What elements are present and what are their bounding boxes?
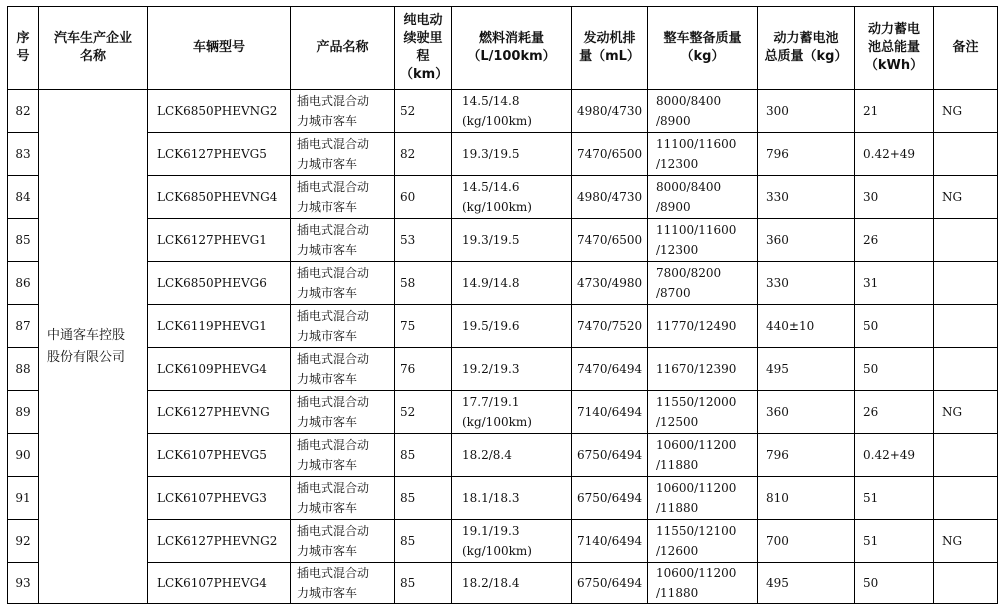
cell-battery-mass-text: 796: [766, 448, 789, 462]
cell-no: [8, 391, 39, 434]
cell-range-text: 60: [400, 190, 416, 204]
cell-displacement-text: 7470/6500: [577, 233, 643, 247]
header-company: 汽车生产企业 名称: [39, 7, 148, 90]
cell-product: [291, 262, 395, 305]
cell-battery-energy: [855, 434, 934, 477]
cell-displacement: [572, 305, 648, 348]
cell-fuel-text: 14.5/14.8 (kg/100km): [462, 94, 532, 128]
cell-range-text: 85: [400, 448, 416, 462]
cell-displacement-text: 7470/6494: [577, 362, 643, 376]
cell-model-text: LCK6127PHEVNG2: [157, 534, 278, 548]
cell-mass-text: 11100/11600 /12300: [656, 137, 737, 171]
cell-no: [8, 477, 39, 520]
cell-battery-energy: [855, 477, 934, 520]
cell-battery-energy-text: 0.42+49: [863, 147, 916, 161]
header-row: [8, 7, 998, 90]
cell-range-text: 52: [400, 104, 416, 118]
cell-note-text: NG: [942, 190, 963, 204]
table-row: [8, 520, 998, 563]
cell-model: [148, 262, 291, 305]
cell-mass-text: 11670/12390: [656, 362, 737, 376]
cell-fuel: [452, 434, 572, 477]
cell-no-text: 84: [15, 190, 31, 204]
cell-battery-mass: [758, 520, 855, 563]
cell-fuel: [452, 176, 572, 219]
cell-no: [8, 563, 39, 604]
cell-battery-mass-text: 360: [766, 233, 789, 247]
cell-displacement: [572, 133, 648, 176]
cell-no-text: 90: [15, 448, 31, 462]
cell-model: [148, 391, 291, 434]
cell-range-text: 75: [400, 319, 416, 333]
cell-battery-energy-text: 21: [863, 104, 879, 118]
cell-no: [8, 348, 39, 391]
cell-battery-mass-text: 300: [766, 104, 789, 118]
cell-battery-energy: [855, 563, 934, 604]
cell-mass-text: 8000/8400 /8900: [656, 180, 722, 214]
cell-note: [934, 133, 998, 176]
cell-fuel-text: 19.5/19.6: [462, 319, 520, 333]
cell-no: [8, 262, 39, 305]
header-battery-energy: 动力蓄电 池总能量 （kWh）: [855, 7, 934, 90]
cell-displacement-text: 4980/4730: [577, 104, 643, 118]
cell-product: [291, 219, 395, 262]
cell-note: [934, 434, 998, 477]
cell-displacement: [572, 348, 648, 391]
cell-mass: [648, 262, 758, 305]
cell-model-text: LCK6850PHEVG6: [157, 276, 267, 290]
cell-battery-energy: [855, 262, 934, 305]
cell-no: [8, 176, 39, 219]
cell-battery-energy-text: 0.42+49: [863, 448, 916, 462]
cell-battery-mass: [758, 477, 855, 520]
cell-battery-energy: [855, 520, 934, 563]
cell-range-text: 53: [400, 233, 416, 247]
cell-battery-energy-text: 50: [863, 319, 879, 333]
cell-displacement-text: 6750/6494: [577, 491, 643, 505]
cell-mass: [648, 520, 758, 563]
table-header: [8, 7, 998, 90]
cell-note: [934, 563, 998, 604]
cell-model: [148, 520, 291, 563]
cell-model: [148, 477, 291, 520]
cell-battery-mass-text: 495: [766, 362, 789, 376]
cell-displacement-text: 6750/6494: [577, 576, 643, 590]
cell-fuel: [452, 305, 572, 348]
cell-fuel-text: 19.3/19.5: [462, 147, 520, 161]
header-product: 产品名称: [291, 7, 395, 90]
cell-model-text: LCK6850PHEVNG2: [157, 104, 278, 118]
cell-displacement: [572, 262, 648, 305]
cell-battery-energy: [855, 305, 934, 348]
cell-model: [148, 90, 291, 133]
cell-note: [934, 520, 998, 563]
table-row: [8, 563, 998, 604]
cell-no-text: 88: [15, 362, 31, 376]
cell-no-text: 85: [15, 233, 31, 247]
cell-battery-energy: [855, 391, 934, 434]
cell-fuel: [452, 563, 572, 604]
cell-product-text: 插电式混合动 力城市客车: [297, 395, 370, 429]
cell-no: [8, 133, 39, 176]
cell-range: [395, 563, 452, 604]
cell-no: [8, 90, 39, 133]
cell-no-text: 83: [15, 147, 31, 161]
cell-range-text: 52: [400, 405, 416, 419]
cell-battery-energy-text: 51: [863, 534, 879, 548]
cell-displacement: [572, 434, 648, 477]
cell-product-text: 插电式混合动 力城市客车: [297, 309, 370, 343]
cell-fuel: [452, 391, 572, 434]
table-row: [8, 133, 998, 176]
cell-no: [8, 520, 39, 563]
cell-battery-energy: [855, 219, 934, 262]
cell-model-text: LCK6850PHEVNG4: [157, 190, 278, 204]
cell-mass-text: 10600/11200 /11880: [656, 438, 737, 472]
cell-mass: [648, 133, 758, 176]
cell-mass-text: 8000/8400 /8900: [656, 94, 722, 128]
cell-battery-mass: [758, 434, 855, 477]
cell-range: [395, 477, 452, 520]
cell-mass: [648, 391, 758, 434]
cell-product-text: 插电式混合动 力城市客车: [297, 223, 370, 257]
cell-product: [291, 90, 395, 133]
cell-battery-mass: [758, 133, 855, 176]
cell-fuel: [452, 219, 572, 262]
cell-note: [934, 391, 998, 434]
cell-displacement: [572, 90, 648, 133]
cell-mass: [648, 305, 758, 348]
cell-product: [291, 305, 395, 348]
header-fuel: 燃料消耗量 （L/100km）: [452, 7, 572, 90]
cell-note: [934, 348, 998, 391]
cell-fuel-text: 14.9/14.8: [462, 276, 520, 290]
cell-battery-energy-text: 26: [863, 233, 879, 247]
table-row: [8, 305, 998, 348]
header-displacement: 发动机排 量（mL）: [572, 7, 648, 90]
cell-battery-energy-text: 30: [863, 190, 879, 204]
cell-fuel-text: 18.2/8.4: [462, 448, 512, 462]
cell-model-text: LCK6107PHEVG3: [157, 491, 267, 505]
cell-battery-energy-text: 50: [863, 362, 879, 376]
cell-model-text: LCK6127PHEVNG: [157, 405, 270, 419]
cell-displacement: [572, 176, 648, 219]
cell-mass-text: 11770/12490: [656, 319, 737, 333]
header-range: 纯电动 续驶里 程（km）: [395, 7, 452, 90]
cell-battery-energy: [855, 133, 934, 176]
cell-range-text: 82: [400, 147, 416, 161]
cell-displacement-text: 4980/4730: [577, 190, 643, 204]
cell-no-text: 89: [15, 405, 31, 419]
cell-model-text: LCK6127PHEVG1: [157, 233, 267, 247]
cell-battery-mass: [758, 176, 855, 219]
cell-range: [395, 434, 452, 477]
cell-fuel-text: 18.1/18.3: [462, 491, 520, 505]
cell-displacement-text: 7470/7520: [577, 319, 643, 333]
cell-displacement: [572, 563, 648, 604]
cell-product-text: 插电式混合动 力城市客车: [297, 266, 370, 300]
cell-battery-mass-text: 495: [766, 576, 789, 590]
cell-model: [148, 348, 291, 391]
cell-fuel: [452, 90, 572, 133]
cell-fuel-text: 19.3/19.5: [462, 233, 520, 247]
cell-note-text: NG: [942, 405, 963, 419]
cell-battery-mass-text: 796: [766, 147, 789, 161]
cell-range: [395, 305, 452, 348]
cell-product-text: 插电式混合动 力城市客车: [297, 352, 370, 386]
cell-fuel: [452, 477, 572, 520]
cell-range: [395, 391, 452, 434]
table-row: [8, 90, 998, 133]
cell-displacement-text: 7140/6494: [577, 405, 643, 419]
cell-mass-text: 11550/12000 /12500: [656, 395, 737, 429]
cell-note: [934, 477, 998, 520]
cell-model: [148, 434, 291, 477]
table-row: [8, 219, 998, 262]
cell-displacement: [572, 391, 648, 434]
cell-range: [395, 219, 452, 262]
cell-product: [291, 348, 395, 391]
cell-product-text: 插电式混合动 力城市客车: [297, 481, 370, 515]
cell-no-text: 91: [15, 491, 31, 505]
cell-battery-mass-text: 330: [766, 276, 789, 290]
cell-fuel-text: 14.5/14.6 (kg/100km): [462, 180, 532, 214]
cell-range: [395, 90, 452, 133]
header-note: 备注: [934, 7, 998, 90]
cell-mass-text: 11100/11600 /12300: [656, 223, 737, 257]
cell-product: [291, 391, 395, 434]
cell-range: [395, 176, 452, 219]
cell-battery-energy-text: 31: [863, 276, 879, 290]
table-row: [8, 477, 998, 520]
cell-note: [934, 262, 998, 305]
cell-fuel: [452, 133, 572, 176]
cell-product: [291, 133, 395, 176]
cell-fuel-text: 19.2/19.3: [462, 362, 520, 376]
cell-mass: [648, 348, 758, 391]
cell-no-text: 86: [15, 276, 31, 290]
header-battery-mass: 动力蓄电池 总质量（kg）: [758, 7, 855, 90]
cell-displacement-text: 6750/6494: [577, 448, 643, 462]
table-row: [8, 176, 998, 219]
cell-battery-mass-text: 330: [766, 190, 789, 204]
cell-battery-mass-text: 440±10: [766, 319, 815, 333]
cell-battery-mass: [758, 219, 855, 262]
cell-mass: [648, 434, 758, 477]
cell-range-text: 58: [400, 276, 416, 290]
cell-product: [291, 176, 395, 219]
cell-no-text: 92: [15, 534, 31, 548]
cell-battery-energy: [855, 176, 934, 219]
cell-model: [148, 133, 291, 176]
cell-battery-mass: [758, 262, 855, 305]
cell-range: [395, 133, 452, 176]
cell-battery-mass-text: 700: [766, 534, 789, 548]
cell-note: [934, 305, 998, 348]
cell-range: [395, 348, 452, 391]
cell-range-text: 85: [400, 576, 416, 590]
cell-no: [8, 305, 39, 348]
cell-no-text: 93: [15, 576, 31, 590]
cell-note-text: NG: [942, 104, 963, 118]
cell-product-text: 插电式混合动 力城市客车: [297, 438, 370, 472]
cell-mass: [648, 176, 758, 219]
cell-note: [934, 219, 998, 262]
cell-model-text: LCK6119PHEVG1: [157, 319, 267, 333]
table-body: [8, 90, 998, 604]
cell-battery-mass: [758, 391, 855, 434]
cell-product: [291, 520, 395, 563]
cell-range-text: 85: [400, 534, 416, 548]
cell-model-text: LCK6127PHEVG5: [157, 147, 267, 161]
cell-mass: [648, 563, 758, 604]
table-row: [8, 348, 998, 391]
cell-range-text: 85: [400, 491, 416, 505]
cell-fuel-text: 19.1/19.3 (kg/100km): [462, 524, 532, 558]
cell-displacement: [572, 520, 648, 563]
cell-mass: [648, 90, 758, 133]
vehicle-catalog-table: [7, 6, 998, 604]
cell-product-text: 插电式混合动 力城市客车: [297, 137, 370, 171]
cell-battery-mass: [758, 90, 855, 133]
company-name-text: 中通客车控股 股份有限公司: [47, 327, 126, 365]
cell-product-text: 插电式混合动 力城市客车: [297, 180, 370, 214]
table-row: [8, 262, 998, 305]
cell-model: [148, 563, 291, 604]
header-mass: 整车整备质量 （kg）: [648, 7, 758, 90]
cell-fuel-text: 18.2/18.4: [462, 576, 520, 590]
cell-model-text: LCK6109PHEVG4: [157, 362, 267, 376]
cell-product: [291, 477, 395, 520]
cell-battery-energy-text: 26: [863, 405, 879, 419]
cell-range: [395, 520, 452, 563]
header-no: 序 号: [8, 7, 39, 90]
cell-note-text: NG: [942, 534, 963, 548]
cell-product: [291, 563, 395, 604]
table-row: [8, 391, 998, 434]
cell-product: [291, 434, 395, 477]
cell-mass-text: 10600/11200 /11880: [656, 481, 737, 515]
cell-battery-mass: [758, 563, 855, 604]
cell-model: [148, 219, 291, 262]
cell-range: [395, 262, 452, 305]
cell-product-text: 插电式混合动 力城市客车: [297, 524, 370, 558]
cell-fuel: [452, 520, 572, 563]
cell-battery-mass: [758, 348, 855, 391]
cell-fuel: [452, 262, 572, 305]
cell-model: [148, 176, 291, 219]
cell-fuel-text: 17.7/19.1 (kg/100km): [462, 395, 532, 429]
cell-mass-text: 11550/12100 /12600: [656, 524, 737, 558]
cell-note: [934, 90, 998, 133]
cell-displacement: [572, 477, 648, 520]
cell-battery-energy-text: 50: [863, 576, 879, 590]
cell-fuel: [452, 348, 572, 391]
table-row: [8, 434, 998, 477]
cell-battery-mass-text: 360: [766, 405, 789, 419]
cell-company: [39, 90, 148, 604]
header-model: 车辆型号: [148, 7, 291, 90]
cell-no: [8, 434, 39, 477]
cell-mass-text: 7800/8200 /8700: [656, 266, 722, 300]
cell-displacement-text: 7140/6494: [577, 534, 643, 548]
cell-model-text: LCK6107PHEVG4: [157, 576, 267, 590]
cell-no: [8, 219, 39, 262]
cell-displacement: [572, 219, 648, 262]
cell-displacement-text: 4730/4980: [577, 276, 643, 290]
cell-no-text: 87: [15, 319, 31, 333]
cell-battery-energy: [855, 90, 934, 133]
cell-displacement-text: 7470/6500: [577, 147, 643, 161]
cell-battery-mass: [758, 305, 855, 348]
cell-no-text: 82: [15, 104, 31, 118]
cell-product-text: 插电式混合动 力城市客车: [297, 94, 370, 128]
cell-note: [934, 176, 998, 219]
cell-model-text: LCK6107PHEVG5: [157, 448, 267, 462]
cell-battery-energy-text: 51: [863, 491, 879, 505]
cell-range-text: 76: [400, 362, 416, 376]
cell-product-text: 插电式混合动 力城市客车: [297, 566, 370, 600]
cell-model: [148, 305, 291, 348]
cell-mass: [648, 477, 758, 520]
cell-battery-energy: [855, 348, 934, 391]
cell-mass-text: 10600/11200 /11880: [656, 566, 737, 600]
cell-mass: [648, 219, 758, 262]
cell-battery-mass-text: 810: [766, 491, 789, 505]
